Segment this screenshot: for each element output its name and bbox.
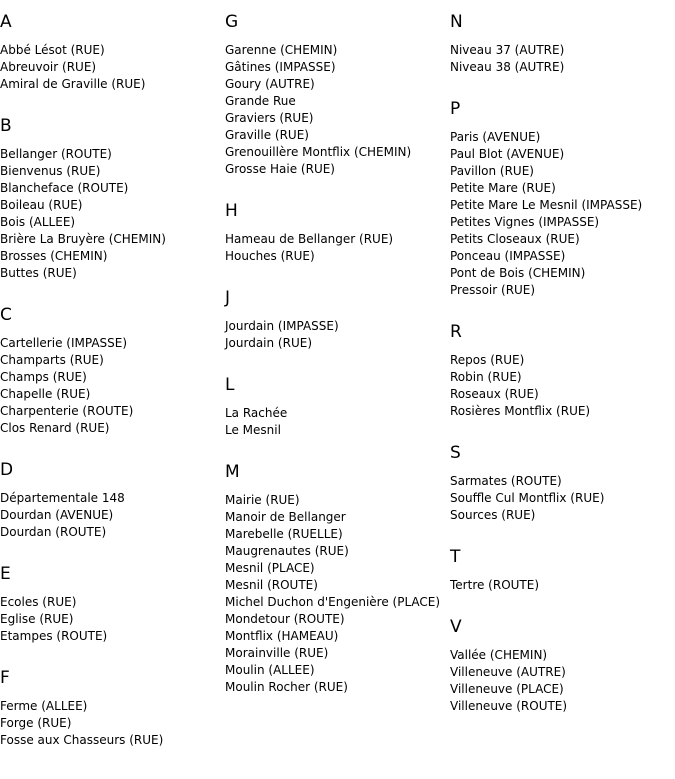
street-list: [450, 473, 675, 524]
letter-heading: P: [450, 99, 461, 119]
street-list: [450, 647, 675, 715]
street-entry: Cartellerie (IMPASSE): [0, 336, 128, 350]
street-entry: Hameau de Bellanger (RUE): [225, 232, 394, 246]
street-entry: Moulin Rocher (RUE): [225, 680, 348, 694]
letter-heading: R: [450, 322, 462, 342]
letter-heading: J: [225, 288, 231, 308]
street-entry: Pressoir (RUE): [450, 283, 536, 297]
street-entry: Maugrenautes (RUE): [225, 544, 349, 558]
street-entry: Vallée (CHEMIN): [450, 648, 548, 662]
street-entry: Buttes (RUE): [0, 266, 77, 280]
street-list: [0, 490, 225, 541]
street-entry: Villeneuve (PLACE): [450, 682, 564, 696]
street-entry: Roseaux (RUE): [450, 387, 539, 401]
street-entry: Départementale 148: [0, 491, 125, 505]
street-entry: Sources (RUE): [450, 508, 536, 522]
letter-heading: E: [0, 564, 11, 584]
street-entry: Garenne (CHEMIN): [225, 43, 338, 57]
street-list: [225, 42, 450, 178]
street-entry: Graville (RUE): [225, 128, 309, 142]
street-entry: Clos Renard (RUE): [0, 421, 110, 435]
letter-heading: C: [0, 305, 12, 325]
street-entry: Villeneuve (ROUTE): [450, 699, 568, 713]
street-list: [0, 42, 225, 93]
letter-heading: M: [225, 462, 240, 482]
letter-group: [225, 201, 450, 265]
street-entry: Graviers (RUE): [225, 111, 314, 125]
letter-group: [0, 460, 225, 541]
street-entry: Grosse Haie (RUE): [225, 162, 335, 176]
street-entry: Abbé Lésot (RUE): [0, 43, 105, 57]
street-entry: Jourdain (RUE): [225, 336, 312, 350]
street-column-3: [450, 0, 675, 715]
street-entry: Petite Mare Le Mesnil (IMPASSE): [450, 198, 643, 212]
street-entry: Boileau (RUE): [0, 198, 83, 212]
street-entry: Marebelle (RUELLE): [225, 527, 343, 541]
letter-heading: H: [225, 201, 238, 221]
letter-heading: T: [450, 547, 461, 567]
street-entry: Dourdan (AVENUE): [0, 508, 114, 522]
letter-heading: V: [450, 617, 462, 637]
letter-heading: L: [225, 375, 235, 395]
street-entry: Bois (ALLEE): [0, 215, 76, 229]
street-entry: Mairie (RUE): [225, 493, 300, 507]
letter-group: [225, 288, 450, 352]
street-list: [0, 146, 225, 282]
street-entry: Rosières Montflix (RUE): [450, 404, 591, 418]
street-entry: Mesnil (PLACE): [225, 561, 315, 575]
street-list: [225, 231, 450, 265]
street-entry: Jourdain (IMPASSE): [225, 319, 339, 333]
street-entry: Ecoles (RUE): [0, 595, 77, 609]
street-list: [225, 492, 450, 696]
letter-group: [0, 564, 225, 645]
letter-group: [450, 617, 675, 715]
street-entry: Paris (AVENUE): [450, 130, 541, 144]
letter-group: [450, 12, 675, 76]
street-entry: Moulin (ALLEE): [225, 663, 315, 677]
street-entry: Brosses (CHEMIN): [0, 249, 108, 263]
street-entry: Mesnil (ROUTE): [225, 578, 318, 592]
street-column-2: [225, 0, 450, 696]
street-entry: Grenouillère Montflix (CHEMIN): [225, 145, 412, 159]
street-entry: Forge (RUE): [0, 716, 72, 730]
street-entry: Fosse aux Chasseurs (RUE): [0, 733, 164, 747]
street-entry: Bellanger (ROUTE): [0, 147, 112, 161]
street-entry: Souffle Cul Montflix (RUE): [450, 491, 605, 505]
street-entry: Amiral de Graville (RUE): [0, 77, 146, 91]
street-entry: Tertre (ROUTE): [450, 578, 540, 592]
street-list: [450, 129, 675, 299]
street-list: [225, 318, 450, 352]
letter-group: [0, 116, 225, 282]
street-list: [450, 42, 675, 76]
street-entry: Villeneuve (AUTRE): [450, 665, 566, 679]
street-entry: Niveau 38 (AUTRE): [450, 60, 565, 74]
letter-heading: A: [0, 12, 12, 32]
street-list: [0, 594, 225, 645]
street-entry: Charpenterie (ROUTE): [0, 404, 134, 418]
letter-group: [225, 375, 450, 439]
street-entry: Pont de Bois (CHEMIN): [450, 266, 586, 280]
letter-group: [225, 462, 450, 696]
street-entry: Montflix (HAMEAU): [225, 629, 339, 643]
street-entry: Petite Mare (RUE): [450, 181, 556, 195]
street-entry: Gâtines (IMPASSE): [225, 60, 336, 74]
street-entry: Etampes (ROUTE): [0, 629, 108, 643]
street-entry: Ferme (ALLEE): [0, 699, 88, 713]
letter-group: [0, 12, 225, 93]
letter-group: [450, 443, 675, 524]
street-entry: Eglise (RUE): [0, 612, 74, 626]
street-entry: Mondetour (ROUTE): [225, 612, 345, 626]
street-entry: Morainville (RUE): [225, 646, 329, 660]
street-entry: Bienvenus (RUE): [0, 164, 101, 178]
street-entry: Repos (RUE): [450, 353, 525, 367]
street-entry: Pavillon (RUE): [450, 164, 534, 178]
letter-group: [0, 305, 225, 437]
letter-group: [225, 12, 450, 178]
street-entry: Petits Closeaux (RUE): [450, 232, 580, 246]
street-entry: Niveau 37 (AUTRE): [450, 43, 565, 57]
street-entry: Chapelle (RUE): [0, 387, 91, 401]
street-entry: Brière La Bruyère (CHEMIN): [0, 232, 166, 246]
street-list: [225, 405, 450, 439]
street-entry: Michel Duchon d'Engenière (PLACE): [225, 595, 441, 609]
street-entry: Le Mesnil: [225, 423, 281, 437]
letter-group: [450, 322, 675, 420]
street-entry: Robin (RUE): [450, 370, 522, 384]
letter-group: [0, 668, 225, 749]
street-entry: La Rachée: [225, 406, 288, 420]
street-entry: Manoir de Bellanger: [225, 510, 346, 524]
letter-heading: B: [0, 116, 12, 136]
street-entry: Dourdan (ROUTE): [0, 525, 107, 539]
street-entry: Blancheface (ROUTE): [0, 181, 129, 195]
street-list: [450, 577, 675, 594]
street-entry: Champarts (RUE): [0, 353, 104, 367]
letter-heading: F: [0, 668, 10, 688]
letter-group: [450, 547, 675, 594]
letter-heading: S: [450, 443, 461, 463]
street-column-1: [0, 0, 225, 749]
letter-group: [450, 99, 675, 299]
street-entry: Abreuvoir (RUE): [0, 60, 97, 74]
letter-heading: G: [225, 12, 239, 32]
street-entry: Champs (RUE): [0, 370, 87, 384]
street-entry: Houches (RUE): [225, 249, 315, 263]
street-list: [450, 352, 675, 420]
street-entry: Ponceau (IMPASSE): [450, 249, 566, 263]
street-entry: Paul Blot (AVENUE): [450, 147, 565, 161]
letter-heading: D: [0, 460, 14, 480]
street-entry: Goury (AUTRE): [225, 77, 315, 91]
letter-heading: N: [450, 12, 463, 32]
street-entry: Grande Rue: [225, 94, 296, 108]
street-entry: Sarmates (ROUTE): [450, 474, 562, 488]
street-list: [0, 698, 225, 749]
street-entry: Petites Vignes (IMPASSE): [450, 215, 600, 229]
street-list: [0, 335, 225, 437]
